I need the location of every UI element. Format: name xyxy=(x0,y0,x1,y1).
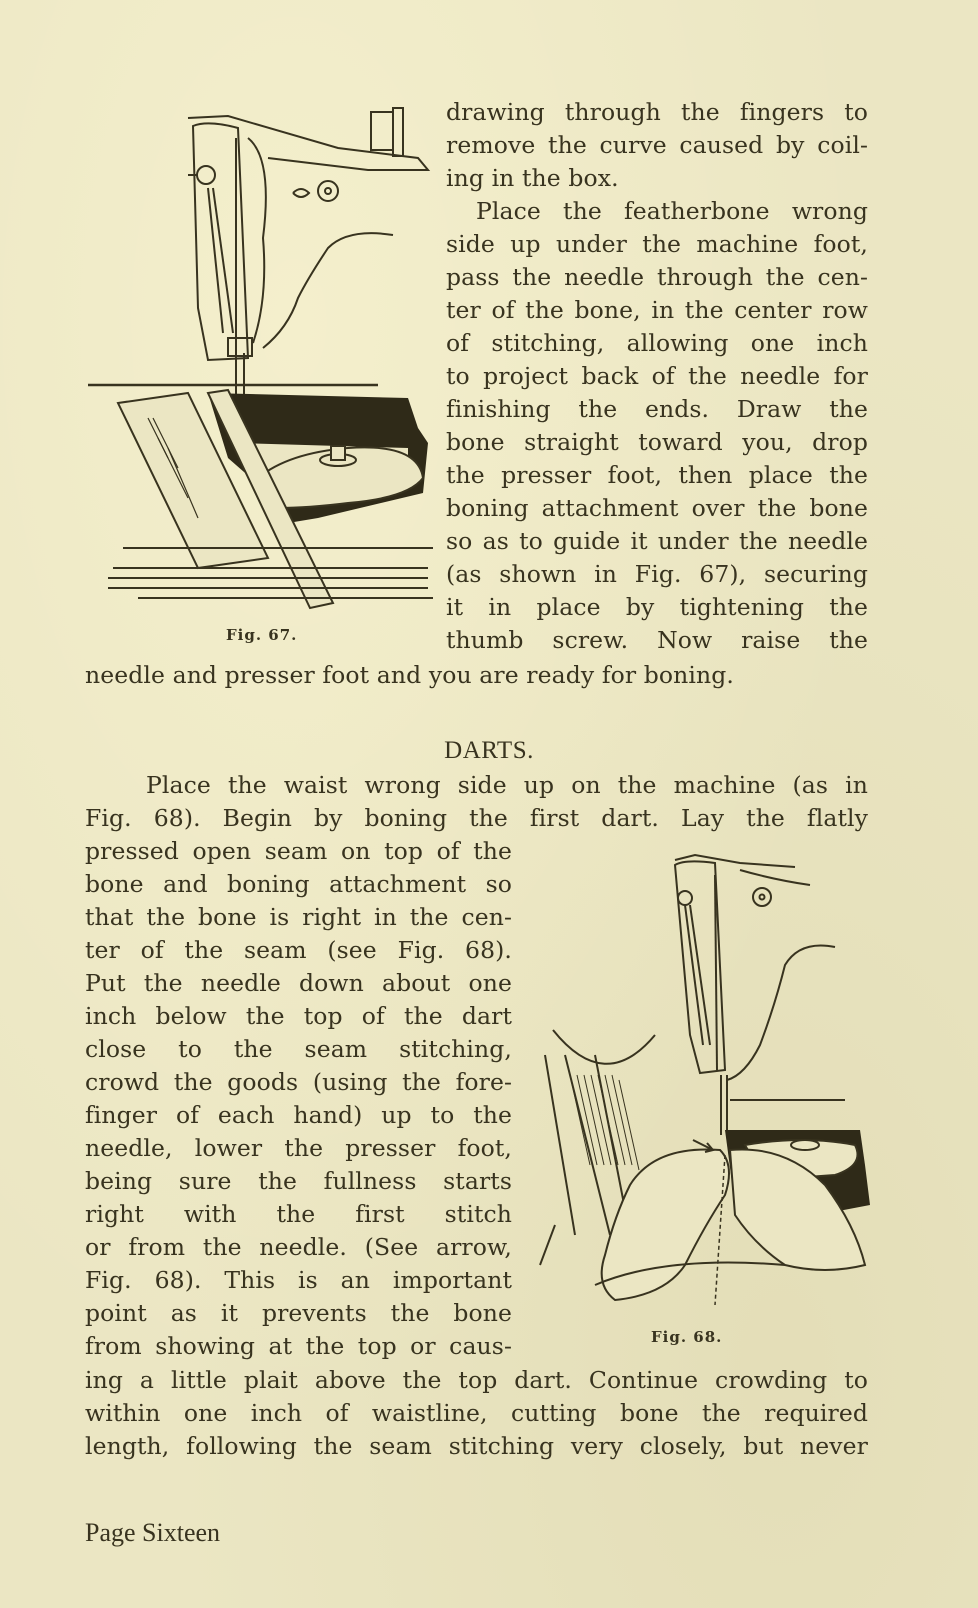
text-line: Put the needle down about one xyxy=(85,969,512,997)
section-heading-darts: DARTS. xyxy=(444,737,534,764)
text-line: bone and boning attachment so xyxy=(85,870,512,898)
text-line: inch below the top of the dart xyxy=(85,1002,512,1030)
text-line: it in place by tightening the xyxy=(446,593,868,621)
text-line: ing a little plait above the top dart. Continue crowding to xyxy=(85,1366,868,1394)
text-line: side up under the machine foot, xyxy=(446,230,868,258)
text-line: boning attachment over the bone xyxy=(446,494,868,522)
text-line: ter of the seam (see Fig. 68). xyxy=(85,936,512,964)
text-line: finger of each hand) up to the xyxy=(85,1101,512,1129)
text-line: the presser foot, then place the xyxy=(446,461,868,489)
figure-67 xyxy=(88,98,433,618)
text-line: Fig. 68). Begin by boning the first dart. Lay the flatly xyxy=(85,804,868,832)
sewing-machine-hands-dart-illustration-icon xyxy=(535,845,870,1320)
text-line: drawing through the fingers to xyxy=(446,98,868,126)
text-line: so as to guide it under the needle xyxy=(446,527,868,555)
sewing-machine-boning-attachment-illustration-icon xyxy=(88,98,433,618)
text-line: Place the featherbone wrong xyxy=(476,197,868,225)
text-line: from showing at the top or caus- xyxy=(85,1332,512,1360)
text-line: to project back of the needle for xyxy=(446,362,868,390)
text-line: thumb screw. Now raise the xyxy=(446,626,868,654)
text-line: length, following the seam stitching very closely, but never xyxy=(85,1432,868,1460)
figure-68-caption: Fig. 68. xyxy=(651,1328,723,1346)
text-line: close to the seam stitching, xyxy=(85,1035,512,1063)
text-line: being sure the fullness starts xyxy=(85,1167,512,1195)
text-line: within one inch of waistline, cutting bone the required xyxy=(85,1399,868,1427)
text-line: that the bone is right in the cen- xyxy=(85,903,512,931)
text-line: Place the waist wrong side up on the machine (as in xyxy=(146,771,868,799)
text-line: remove the curve caused by coil- xyxy=(446,131,868,159)
text-line: needle and presser foot and you are ready for boning. xyxy=(85,661,734,689)
text-line: Fig. 68). This is an important xyxy=(85,1266,512,1294)
text-line: pass the needle through the cen- xyxy=(446,263,868,291)
text-line: or from the needle. (See arrow, xyxy=(85,1233,512,1261)
text-line: finishing the ends. Draw the xyxy=(446,395,868,423)
figure-68 xyxy=(535,845,870,1320)
text-line: point as it prevents the bone xyxy=(85,1299,512,1327)
figure-67-caption: Fig. 67. xyxy=(226,626,298,644)
text-line: of stitching, allowing one inch xyxy=(446,329,868,357)
text-line: ter of the bone, in the center row xyxy=(446,296,868,324)
text-line: needle, lower the presser foot, xyxy=(85,1134,512,1162)
text-line: (as shown in Fig. 67), securing xyxy=(446,560,868,588)
text-line: pressed open seam on top of the xyxy=(85,837,512,865)
text-line: right with the first stitch xyxy=(85,1200,512,1228)
text-line: bone straight toward you, drop xyxy=(446,428,868,456)
text-line: ing in the box. xyxy=(446,164,619,192)
text-line: crowd the goods (using the fore- xyxy=(85,1068,512,1096)
page-number: Page Sixteen xyxy=(85,1518,221,1547)
